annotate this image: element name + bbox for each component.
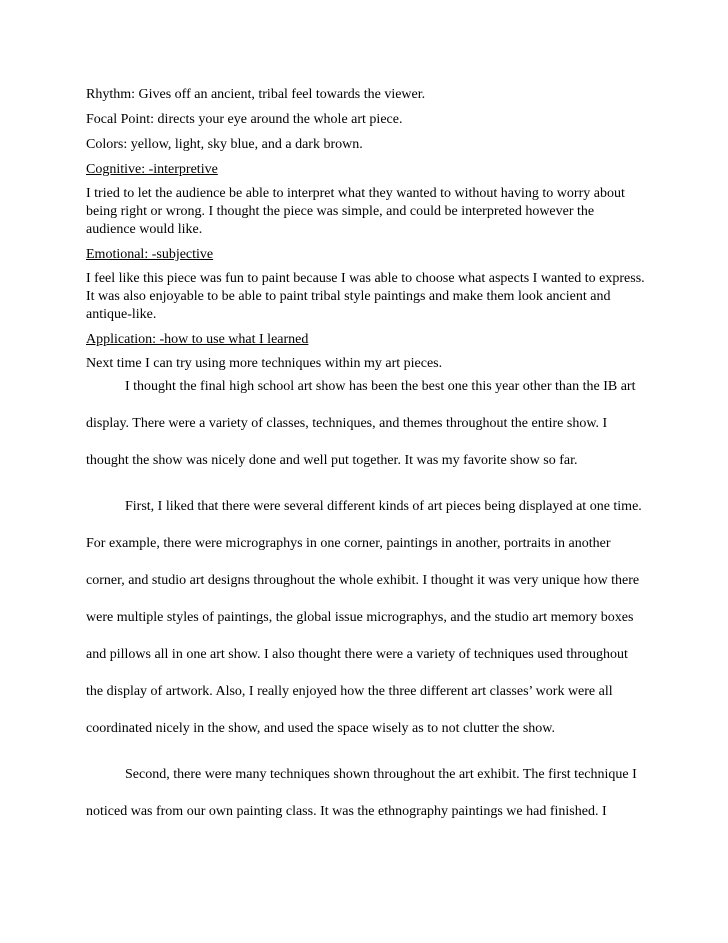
cognitive-heading: Cognitive: -interpretive — [86, 162, 218, 177]
emotional-text: I feel like this piece was fun to paint because I was able to choose what aspects I wanted to express. It was also enjoyable to be able to paint tribal style paintings and make them look ancient and antique-like. — [86, 271, 645, 322]
essay-paragraph-1: I thought the final high school art show has been the best one this year other than the IB art display. There were a variety of classes, techniques, and themes throughout the entire show. I thought the show was nicely done and well put together. It was my favorite show so far. — [86, 379, 636, 468]
cognitive-text: I tried to let the audience be able to interpret what they wanted to without having to worry about being right or wrong. I thought the piece was simple, and could be interpreted however the audience would like. — [86, 186, 625, 237]
application-heading: Application: -how to use what I learned — [86, 332, 309, 347]
essay-paragraph-3: Second, there were many techniques shown throughout the art exhibit. The first technique I noticed was from our own painting class. It was the ethnography paintings we had finished. I — [86, 767, 637, 819]
emotional-heading: Emotional: -subjective — [86, 247, 214, 262]
application-text: Next time I can try using more techniques within my art pieces. — [86, 356, 443, 371]
rhythm-line: Rhythm: Gives off an ancient, tribal feel towards the viewer. — [86, 87, 426, 102]
essay-paragraph-2: First, I liked that there were several different kinds of art pieces being displayed at one time. For example, there were micrographys in one corner, paintings in another, portraits in another corner, and studio art designs throughout the whole exhibit. I thought it was very unique how there were multiple styles of paintings, the global issue micrographys, and the studio art memory boxes and pillows all in one art show. I also thought there were a variety of techniques used throughout the display of artwork. Also, I really enjoyed how the three different art classes’ work were all coordinated nicely in the show, and used the space wisely as to not clutter the show. — [86, 499, 642, 736]
colors-line: Colors: yellow, light, sky blue, and a dark brown. — [86, 137, 363, 152]
focal-point-line: Focal Point: directs your eye around the whole art piece. — [86, 112, 403, 127]
document-body — [86, 86, 646, 830]
